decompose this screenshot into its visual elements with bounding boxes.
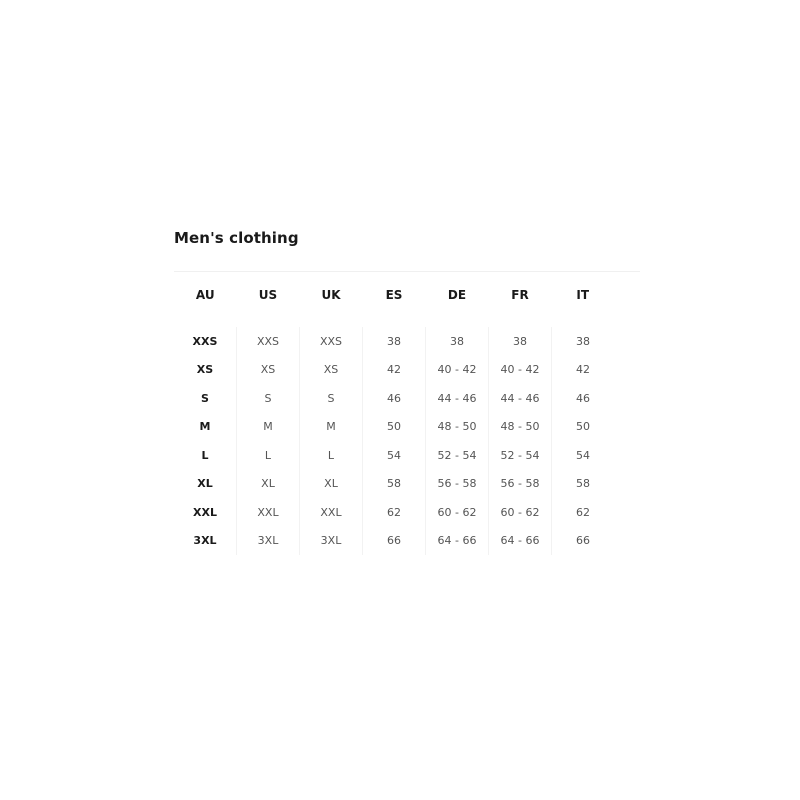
column-header-au: AU [195, 288, 215, 302]
table-row [174, 498, 614, 527]
table-cell: 48 - 50 [489, 413, 552, 442]
column-header-uk: UK [321, 288, 341, 302]
table-header-row [174, 280, 614, 310]
table-row [174, 441, 614, 470]
table-cell: XXS [237, 327, 300, 356]
table-cell: XXL [300, 498, 363, 527]
table-cell: 46 [363, 384, 426, 413]
table-cell: 60 - 62 [426, 498, 489, 527]
table-cell: 62 [552, 498, 615, 527]
table-cell: 44 - 46 [489, 384, 552, 413]
table-row [174, 384, 614, 413]
table-row [174, 413, 614, 442]
table-cell: 50 [363, 413, 426, 442]
table-cell: 62 [363, 498, 426, 527]
table-cell: 44 - 46 [426, 384, 489, 413]
table-cell: XXL [237, 498, 300, 527]
table-row [174, 527, 614, 556]
table-cell: 66 [363, 527, 426, 556]
table-cell: XS [300, 356, 363, 385]
table-cell: 42 [552, 356, 615, 385]
table-cell: 48 - 50 [426, 413, 489, 442]
column-header-de: DE [447, 288, 467, 302]
table-cell: 38 [426, 327, 489, 356]
table-row [174, 356, 614, 385]
table-cell: 66 [552, 527, 615, 556]
table-cell: S [237, 384, 300, 413]
table-cell: M [300, 413, 363, 442]
table-cell: XL [237, 470, 300, 499]
table-cell: 50 [552, 413, 615, 442]
table-cell: 38 [489, 327, 552, 356]
table-cell: 54 [363, 441, 426, 470]
table-cell: 58 [552, 470, 615, 499]
table-cell: S [300, 384, 363, 413]
table-cell: 42 [363, 356, 426, 385]
table-cell: 38 [363, 327, 426, 356]
table-cell: 58 [363, 470, 426, 499]
table-cell: 40 - 42 [489, 356, 552, 385]
table-row [174, 327, 614, 356]
table-cell: 40 - 42 [426, 356, 489, 385]
table-cell: 38 [552, 327, 615, 356]
table-cell: 56 - 58 [426, 470, 489, 499]
table-cell: XS [237, 356, 300, 385]
table-cell: 56 - 58 [489, 470, 552, 499]
table-cell: 46 [552, 384, 615, 413]
table-cell: 64 - 66 [489, 527, 552, 556]
table-cell: XL [300, 470, 363, 499]
table-cell: XS [196, 363, 214, 377]
table-cell: XXL [193, 505, 217, 519]
table-cell: M [199, 420, 211, 434]
table-spacer [174, 310, 614, 327]
table-cell: 3XL [237, 527, 300, 556]
table-cell: 60 - 62 [489, 498, 552, 527]
table-cell: 52 - 54 [426, 441, 489, 470]
table-cell: S [201, 391, 209, 405]
column-header-it: IT [576, 288, 590, 302]
table-cell: XL [197, 477, 213, 491]
table-cell: L [201, 448, 209, 462]
table-cell: XXS [192, 334, 218, 348]
table-cell: 3XL [300, 527, 363, 556]
table-row [174, 470, 614, 499]
table-cell: L [300, 441, 363, 470]
table-cell: 54 [552, 441, 615, 470]
spacer-cell [174, 310, 614, 327]
divider [174, 271, 640, 272]
table-cell: 52 - 54 [489, 441, 552, 470]
size-table [174, 280, 614, 555]
column-header-us: US [258, 288, 278, 302]
table-cell: M [237, 413, 300, 442]
section-title: Men's clothing [174, 229, 299, 247]
table-cell: L [237, 441, 300, 470]
table-cell: XXS [300, 327, 363, 356]
table-cell: 64 - 66 [426, 527, 489, 556]
table-cell: 3XL [193, 534, 217, 548]
column-header-es: ES [385, 288, 403, 302]
column-header-fr: FR [511, 288, 529, 302]
